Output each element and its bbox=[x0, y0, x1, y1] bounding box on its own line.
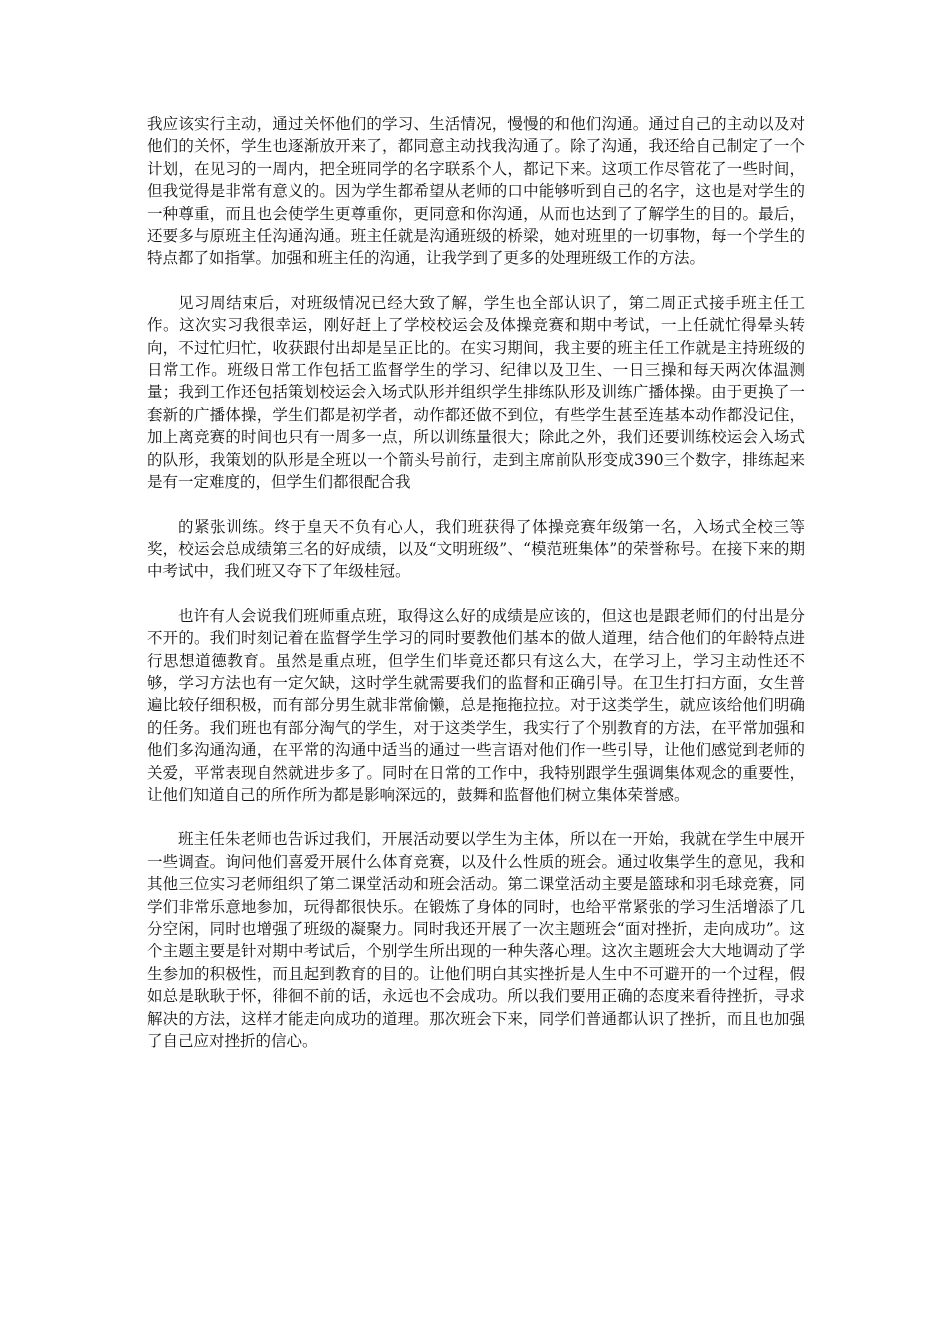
paragraph-2: 见习周结束后，对班级情况已经大致了解，学生也全部认识了，第二周正式接手班主任工作。这次实习我很幸运，刚好赶上了学校校运会及体操竞赛和期中考试，一上任就忙得晕头转向，不过忙归忙，收获跟付出却是呈正比的。在实习期间，我主要的班主任工作就是主持班级的日常工作。班级日常工作包括工监督学生的学习、纪律以及卫生、一日三操和每天两次体温测量；我到工作还包括策划校运会入场式队形并组织学生排练队形及训练广播体操。由于更换了一套新的广播体操，学生们都是初学者，动作都还做不到位，有些学生甚至连基本动作都没记住，加上离竞赛的时间也只有一周多一点，所以训练量很大；除此之外，我们还要训练校运会入场式的队形，我策划的队形是全班以一个箭头号前行，走到主席前队形变成390三个数字，排练起来是有一定难度的，但学生们都很配合我 bbox=[147, 293, 805, 492]
paragraph-3: 的紧张训练。终于皇天不负有心人，我们班获得了体操竞赛年级第一名，入场式全校三等奖，校运会总成绩第三名的好成绩，以及“文明班级”、“模范班集体”的荣誉称号。在接下来的期中考试中，我们班又夺下了年级桂冠。 bbox=[147, 517, 805, 581]
document-body bbox=[147, 113, 805, 1052]
paragraph-1: 我应该实行主动，通过关怀他们的学习、生活情况，慢慢的和他们沟通。通过自己的主动以及对他们的关怀，学生也逐渐放开来了，都同意主动找我沟通了。除了沟通，我还给自己制定了一个计划，在见习的一周内，把全班同学的名字联系个人，都记下来。这项工作尽管花了一些时间，但我觉得是非常有意义的。因为学生都希望从老师的口中能够听到自己的名字，这也是对学生的一种尊重，而且也会使学生更尊重你，更同意和你沟通，从而也达到了了解学生的目的。最后，还要多与原班主任沟通沟通。班主任就是沟通班级的桥梁，她对班里的一切事物，每一个学生的特点都了如指掌。加强和班主任的沟通，让我学到了更多的处理班级工作的方法。 bbox=[147, 115, 805, 268]
paragraph-5: 班主任朱老师也告诉过我们，开展活动要以学生为主体，所以在一开始，我就在学生中展开一些调查。询问他们喜爱开展什么体育竞赛，以及什么性质的班会。通过收集学生的意见，我和其他三位实习老师组织了第二课堂活动和班会活动。第二课堂活动主要是篮球和羽毛球竞赛，同学们非常乐意地参加，玩得都很快乐。在锻炼了身体的同时，也给平常紧张的学习生活增添了几分空闲，同时也增强了班级的凝聚力。同时我还开展了一次主题班会“面对挫折，走向成功”。这个主题主要是针对期中考试后，个别学生所出现的一种失落心理。这次主题班会大大地调动了学生参加的积极性，而且起到教育的目的。让他们明白其实挫折是人生中不可避开的一个过程，假如总是耿耿于怀，徘徊不前的话，永远也不会成功。所以我们要用正确的态度来看待挫折，寻求解决的方法，这样才能走向成功的道理。那次班会下来，同学们普通都认识了挫折，而且也加强了自己应对挫折的信心。 bbox=[147, 830, 805, 1051]
paragraph-4: 也许有人会说我们班师重点班，取得这么好的成绩是应该的，但这也是跟老师们的付出是分不开的。我们时刻记着在监督学生学习的同时要教他们基本的做人道理，结合他们的年龄特点进行思想道德教育。虽然是重点班，但学生们毕竟还都只有这么大，在学习上，学习主动性还不够，学习方法也有一定欠缺，这时学生就需要我们的监督和正确引导。在卫生打扫方面，女生普遍比较仔细积极，而有部分男生就非常偷懒，总是拖拖拉拉。对于这类学生，就应该给他们明确的任务。我们班也有部分淘气的学生，对于这类学生，我实行了个别教育的方法，在平常加强和他们多沟通沟通，在平常的沟通中适当的通过一些言语对他们作一些引导，让他们感觉到老师的关爱，平常表现自然就进步多了。同时在日常的工作中，我特别跟学生强调集体观念的重要性，让他们知道自己的所作所为都是影响深远的，鼓舞和监督他们树立集体荣誉感。 bbox=[147, 606, 805, 804]
